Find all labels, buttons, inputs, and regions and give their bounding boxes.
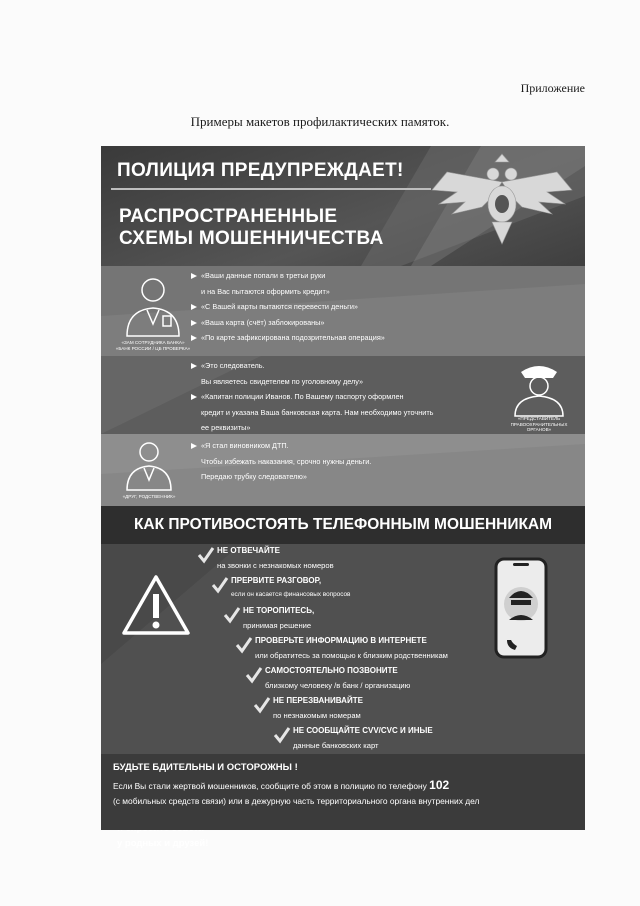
vigilance-line-2: (с мобильных средств связи) или в дежурную часть территориального органа внутренних дел [113, 795, 480, 806]
phone-with-fraudster-icon [493, 556, 549, 660]
title-divider [111, 188, 431, 190]
scheme-investigator [101, 356, 585, 434]
list-item: Чтобы избежать наказания, срочно нужны деньги. [201, 456, 372, 466]
step-description: данные банковских карт [293, 741, 379, 750]
scheme2-bullets [191, 358, 433, 436]
scheme3-bullets [191, 438, 371, 485]
title-main-line-2: СХЕМЫ МОШЕННИЧЕСТВА [119, 228, 384, 249]
step-heading: САМОСТОЯТЕЛЬНО ПОЗВОНИТЕ [265, 666, 398, 675]
scheme-relative [101, 434, 585, 506]
checkmark-icon [253, 696, 271, 714]
list-item: кредит и указана Ваша банковская карта. Нам необходимо уточнить [201, 407, 434, 417]
bullet-arrow-icon [191, 363, 197, 369]
friend-relative-icon [121, 438, 177, 492]
title-main-line-1: РАСПРОСТРАНЕННЫЕ [119, 206, 338, 227]
poster-header [101, 146, 585, 266]
police-officer-label-1: «ПРЕДСТАВИТЕЛЬ [517, 416, 561, 421]
list-item: Вы являетесь свидетелем по уголовному делу» [201, 376, 364, 386]
scheme-bank-employee [101, 266, 585, 356]
section2-title: КАК ПРОТИВОСТОЯТЬ ТЕЛЕФОННЫМ МОШЕННИКАМ [133, 516, 553, 533]
poster-title-top: ПОЛИЦИЯ ПРЕДУПРЕЖДАЕТ! [117, 160, 404, 181]
bank-employee-label [111, 340, 195, 351]
step-description: принимая решение [243, 621, 312, 630]
step-description: если он касается финансовых вопросов [231, 591, 351, 598]
bullet-arrow-icon [191, 443, 197, 449]
scheme1-bullets [191, 268, 385, 346]
police-officer-icon [507, 358, 571, 418]
bullet-arrow-icon [191, 335, 197, 341]
checkmark-icon [223, 606, 241, 624]
poster-title-main [119, 206, 384, 250]
step-heading: НЕ ОТВЕЧАЙТЕ [217, 546, 280, 555]
bank-employee-label-2: «БАНК РОССИИ / ЦБ ПРОВЕРКА» [115, 345, 191, 351]
step-description: на звонки с незнакомых номеров [217, 561, 334, 570]
step-heading: НЕ ТОРОПИТЕСЬ, [243, 606, 315, 615]
friend-relative-label: «ДРУГ, РОДСТВЕННИК» [122, 494, 176, 499]
list-item: Передаю трубку следователю» [201, 472, 307, 481]
list-item: ее реквизиты» [201, 423, 251, 432]
police-phone-number: 102 [429, 778, 450, 792]
police-officer-label-3: ОРГАНОВ» [526, 427, 552, 432]
police-officer-label-2: ПРАВООХРАНИТЕЛЬНЫХ [510, 421, 568, 427]
bullet-arrow-icon [191, 394, 197, 400]
step-heading: ПРОВЕРЬТЕ ИНФОРМАЦИЮ В ИНТЕРНЕТЕ [255, 636, 427, 645]
checkmark-icon [197, 546, 215, 564]
list-item: «Ваша карта (счёт) заблокированы» [191, 315, 385, 331]
checkmark-icon [235, 636, 253, 654]
police-eagle-emblem-icon [427, 152, 577, 247]
list-item: «Это следователь. [191, 358, 433, 374]
pause-line-3: у родных и друзей! [117, 838, 209, 849]
step-description: близкому человеку /в банк / организацию [265, 681, 411, 690]
step-heading: НЕ ПЕРЕЗВАНИВАЙТЕ [273, 696, 363, 705]
step-description: или обратитесь за помощью к близким родственникам [255, 651, 448, 660]
fraud-warning-poster [101, 146, 585, 849]
warning-triangle-icon [121, 574, 191, 636]
vigilance-text [113, 778, 479, 808]
step-heading: ПРЕРВИТЕ РАЗГОВОР, [231, 576, 322, 585]
police-officer-label [499, 416, 579, 433]
vigilance-title: БУДЬТЕ БДИТЕЛЬНЫ И ОСТОРОЖНЫ ! [113, 762, 298, 773]
bank-employee-label-1: «ЗАМ СОТРУДНИКА БАНКА» [121, 340, 185, 345]
bullet-arrow-icon [191, 320, 197, 326]
vigilance-footer [101, 754, 585, 830]
list-item: и на Вас пытаются оформить кредит» [201, 286, 330, 296]
checkmark-icon [273, 726, 291, 744]
vigilance-text-1: Если Вы стали жертвой мошенников, сообщите об этом в полицию по телефону [113, 781, 427, 791]
bullet-arrow-icon [191, 304, 197, 310]
list-item: «С Вашей карты пытаются перевести деньги» [191, 299, 385, 315]
list-item: «Ваши данные попали в третьи руки [191, 268, 385, 284]
appendix-label: Приложение [520, 81, 585, 95]
step-heading: НЕ СООБЩАЙТЕ CVV/CVC И ИНЫЕ [293, 726, 433, 735]
step-description: по незнакомым номерам [273, 711, 361, 720]
bank-employee-icon [119, 272, 187, 342]
bullet-arrow-icon [191, 273, 197, 279]
vigilance-line-1 [113, 778, 479, 794]
checkmark-icon [245, 666, 263, 684]
section-how-to-resist [101, 506, 585, 544]
list-item: «По карте зафиксирована подозрительная операция» [191, 330, 385, 346]
list-item: «Я стал виновником ДТП. [191, 438, 371, 454]
list-item: «Капитан полиции Иванов. По Вашему паспорту оформлен [191, 389, 433, 405]
document-caption: Примеры макетов профилактических памяток. [190, 114, 450, 129]
checkmark-icon [211, 576, 229, 594]
